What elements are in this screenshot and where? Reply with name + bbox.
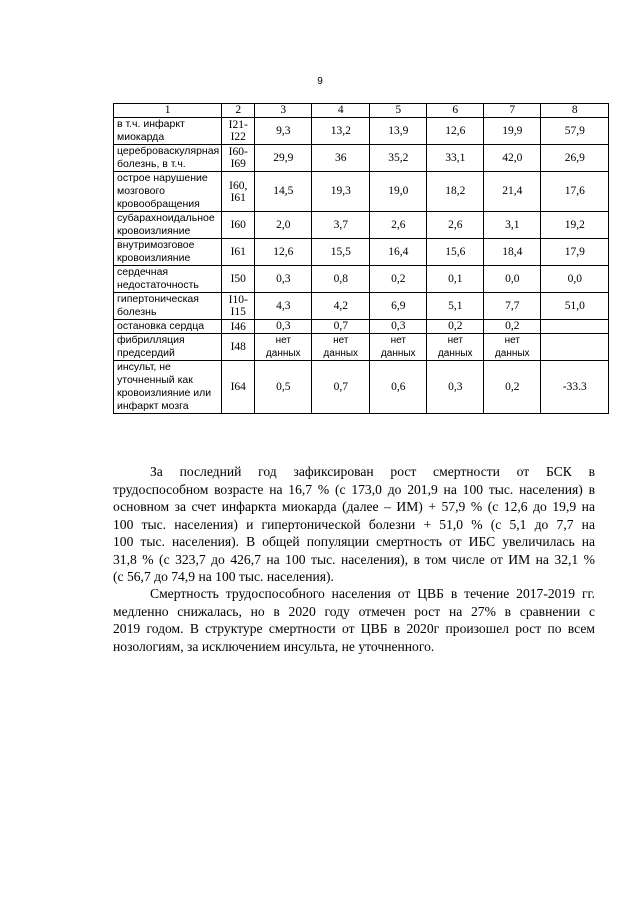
text-line: нозологиям, за исключением инсульта, не уточненного.	[113, 638, 435, 654]
cell-text-line: болезнь	[117, 306, 157, 318]
paragraph-cvd-mortality	[113, 585, 595, 655]
row-label	[114, 266, 222, 293]
value-cell: 16,4	[370, 239, 427, 266]
cell-text-line: уточненный как	[117, 374, 193, 386]
text-line: За последний год зафиксирован рост смертности от БСК в	[150, 464, 595, 479]
cell-text-line: I61	[230, 246, 246, 258]
cell-text-line: миокарда	[117, 131, 165, 143]
icd-code	[222, 239, 255, 266]
row-label	[114, 334, 222, 361]
cell-text-line: в т.ч. инфаркт	[117, 118, 185, 130]
value-cell: 0,3	[255, 320, 312, 334]
icd-code	[222, 293, 255, 320]
value-cell: 0,2	[370, 266, 427, 293]
cell-text-line: I60-	[228, 146, 248, 158]
cell-text-line: мозгового	[117, 185, 165, 197]
value-cell: 29,9	[255, 145, 312, 172]
value-cell: 5,1	[427, 293, 484, 320]
value-cell: 21,4	[484, 172, 541, 212]
value-cell: 17,9	[541, 239, 609, 266]
value-cell: 33,1	[427, 145, 484, 172]
cell-text-line: данных	[380, 348, 416, 359]
text-line: Смертность трудоспособного населения от ЦВБ в течение 2017-2019 гг.	[150, 586, 595, 601]
icd-code	[222, 320, 255, 334]
value-cell: 15,6	[427, 239, 484, 266]
text-line: медленно снижалась, но в 2020 году отмечен рост на 27% в сравнении с	[113, 603, 595, 619]
column-header: 1	[114, 104, 222, 118]
value-cell: 6,9	[370, 293, 427, 320]
value-cell: 19,2	[541, 212, 609, 239]
value-cell: 14,5	[255, 172, 312, 212]
text-line: 100 тыс. населения). В общей популяции смертность от ИБС увеличилась на	[113, 534, 595, 549]
value-cell: 19,9	[484, 118, 541, 145]
value-cell: 0,2	[484, 361, 541, 414]
cell-text-line: субарахноидальное	[117, 212, 215, 224]
icd-code	[222, 145, 255, 172]
value-cell: -33.3	[541, 361, 609, 414]
value-cell: 0,7	[312, 320, 370, 334]
cell-text-line: данных	[323, 348, 359, 359]
cell-text-line: нет	[504, 335, 520, 346]
value-cell: 19,0	[370, 172, 427, 212]
icd-code	[222, 172, 255, 212]
cell-text-line: I46	[230, 320, 246, 333]
row-label	[114, 145, 222, 172]
cell-text-line: кровообращения	[117, 198, 200, 210]
cell-text-line: I10-	[228, 294, 248, 306]
row-label	[114, 239, 222, 266]
cell-text-line: I60	[230, 219, 246, 231]
cell-text-line: нет	[275, 335, 291, 346]
column-header: 8	[541, 104, 609, 118]
cell-text-line: кровоизлияние или	[117, 387, 212, 399]
cell-text-line: нет	[447, 335, 463, 346]
text-line: 2019 годом. В структуре смертности от ЦВБ в 2020г произошел рост по всем	[113, 621, 595, 636]
text-line: 100 тыс. населения) и гипертонической болезни + 51,0 % (с 5,1 до 7,7 на	[113, 516, 595, 532]
value-cell: 0,2	[484, 320, 541, 334]
value-cell: 17,6	[541, 172, 609, 212]
value-cell: 0,5	[255, 361, 312, 414]
table-row	[114, 361, 609, 414]
mortality-table	[113, 103, 609, 414]
value-cell: 0,0	[541, 266, 609, 293]
column-header: 6	[427, 104, 484, 118]
value-cell: 2,6	[427, 212, 484, 239]
icd-code	[222, 361, 255, 414]
value-cell: 0,8	[312, 266, 370, 293]
value-cell: 9,3	[255, 118, 312, 145]
cell-text-line: внутримозговое	[117, 239, 195, 251]
value-cell: 15,5	[312, 239, 370, 266]
table-row	[114, 239, 609, 266]
table-row	[114, 118, 609, 145]
value-cell	[312, 334, 370, 361]
cell-text-line: гипертоническая	[117, 293, 199, 305]
cell-text-line: инфаркт мозга	[117, 400, 189, 412]
value-cell	[484, 334, 541, 361]
cell-text-line: фибрилляция	[117, 334, 185, 346]
value-cell: 2,6	[370, 212, 427, 239]
cell-text-line: I22	[230, 131, 246, 143]
value-cell	[427, 334, 484, 361]
value-cell: 4,2	[312, 293, 370, 320]
cell-text-line: данных	[437, 348, 473, 359]
cell-text-line: остановка сердца	[117, 320, 205, 332]
cell-text-line: нет	[390, 335, 406, 346]
column-header: 7	[484, 104, 541, 118]
cell-text-line: нет	[333, 335, 349, 346]
value-cell: 13,2	[312, 118, 370, 145]
value-cell: 26,9	[541, 145, 609, 172]
cell-text-line: I64	[230, 381, 246, 393]
icd-code	[222, 118, 255, 145]
cell-text-line: I48	[230, 341, 246, 353]
row-label	[114, 320, 222, 334]
cell-text-line: болезнь, в т.ч.	[117, 158, 186, 170]
value-cell: 18,4	[484, 239, 541, 266]
table-row	[114, 172, 609, 212]
cell-text-line: I60,	[229, 179, 248, 192]
page-number: 9	[317, 76, 323, 87]
value-cell: 0,6	[370, 361, 427, 414]
row-label	[114, 118, 222, 145]
value-cell: 0,1	[427, 266, 484, 293]
value-cell: 42,0	[484, 145, 541, 172]
cell-text-line: цереброваскулярная	[117, 145, 220, 157]
cell-text-line: недостаточность	[117, 279, 199, 291]
table-row	[114, 320, 609, 334]
cell-text-line: предсердий	[117, 347, 175, 359]
value-cell: 36	[312, 145, 370, 172]
text-line: (с 56,7 до 74,9 на 100 тыс. населения).	[113, 569, 334, 584]
row-label	[114, 172, 222, 212]
value-cell	[255, 334, 312, 361]
column-header: 2	[222, 104, 255, 118]
value-cell: 18,2	[427, 172, 484, 212]
row-label	[114, 212, 222, 239]
value-cell: 0,3	[427, 361, 484, 414]
value-cell: 57,9	[541, 118, 609, 145]
row-label	[114, 361, 222, 414]
value-cell: 13,9	[370, 118, 427, 145]
value-cell: 7,7	[484, 293, 541, 320]
value-cell: 0,3	[255, 266, 312, 293]
cell-text-line: сердечная	[117, 266, 169, 278]
value-cell: 3,7	[312, 212, 370, 239]
table-row	[114, 145, 609, 172]
value-cell: 3,1	[484, 212, 541, 239]
table-row	[114, 293, 609, 320]
table-header-row	[114, 104, 609, 118]
table-row	[114, 334, 609, 361]
value-cell: 12,6	[255, 239, 312, 266]
cell-text-line: острое нарушение	[117, 172, 208, 184]
cell-text-line: I21-	[228, 119, 248, 131]
icd-code	[222, 266, 255, 293]
value-cell: 0,0	[484, 266, 541, 293]
paragraph-bsk-mortality	[113, 463, 595, 586]
value-cell: 4,3	[255, 293, 312, 320]
value-cell: 0,7	[312, 361, 370, 414]
cell-text-line: I15	[230, 306, 246, 318]
cell-text-line: I50	[230, 273, 246, 285]
cell-text-line: данных	[265, 348, 301, 359]
value-cell	[541, 334, 609, 361]
table-row	[114, 212, 609, 239]
value-cell: 0,3	[370, 320, 427, 334]
cell-text-line: кровоизлияние	[117, 252, 191, 264]
text-line: 31,8 % (с 323,7 до 426,7 на 100 тыс. населения), в том числе от ИМ на 32,1 %	[113, 551, 595, 567]
row-label	[114, 293, 222, 320]
value-cell: 35,2	[370, 145, 427, 172]
text-line: трудоспособном возрасте на 16,7 % (с 173,0 до 201,9 на 100 тыс. населения) в	[113, 481, 595, 497]
value-cell: 2,0	[255, 212, 312, 239]
cell-text-line: I69	[230, 158, 246, 170]
icd-code	[222, 212, 255, 239]
value-cell: 0,2	[427, 320, 484, 334]
icd-code	[222, 334, 255, 361]
text-line: основном за счет инфаркта миокарда (далее – ИМ) + 57,9 % (с 12,6 до 19,9 на	[113, 499, 595, 514]
table-row	[114, 266, 609, 293]
value-cell	[541, 320, 609, 334]
value-cell: 51,0	[541, 293, 609, 320]
value-cell: 19,3	[312, 172, 370, 212]
cell-text-line: данных	[494, 348, 530, 359]
cell-text-line: I61	[230, 191, 246, 204]
cell-text-line: инсульт, не	[117, 361, 171, 373]
cell-text-line: кровоизлияние	[117, 225, 191, 237]
column-header: 3	[255, 104, 312, 118]
column-header: 5	[370, 104, 427, 118]
value-cell	[370, 334, 427, 361]
column-header: 4	[312, 104, 370, 118]
value-cell: 12,6	[427, 118, 484, 145]
